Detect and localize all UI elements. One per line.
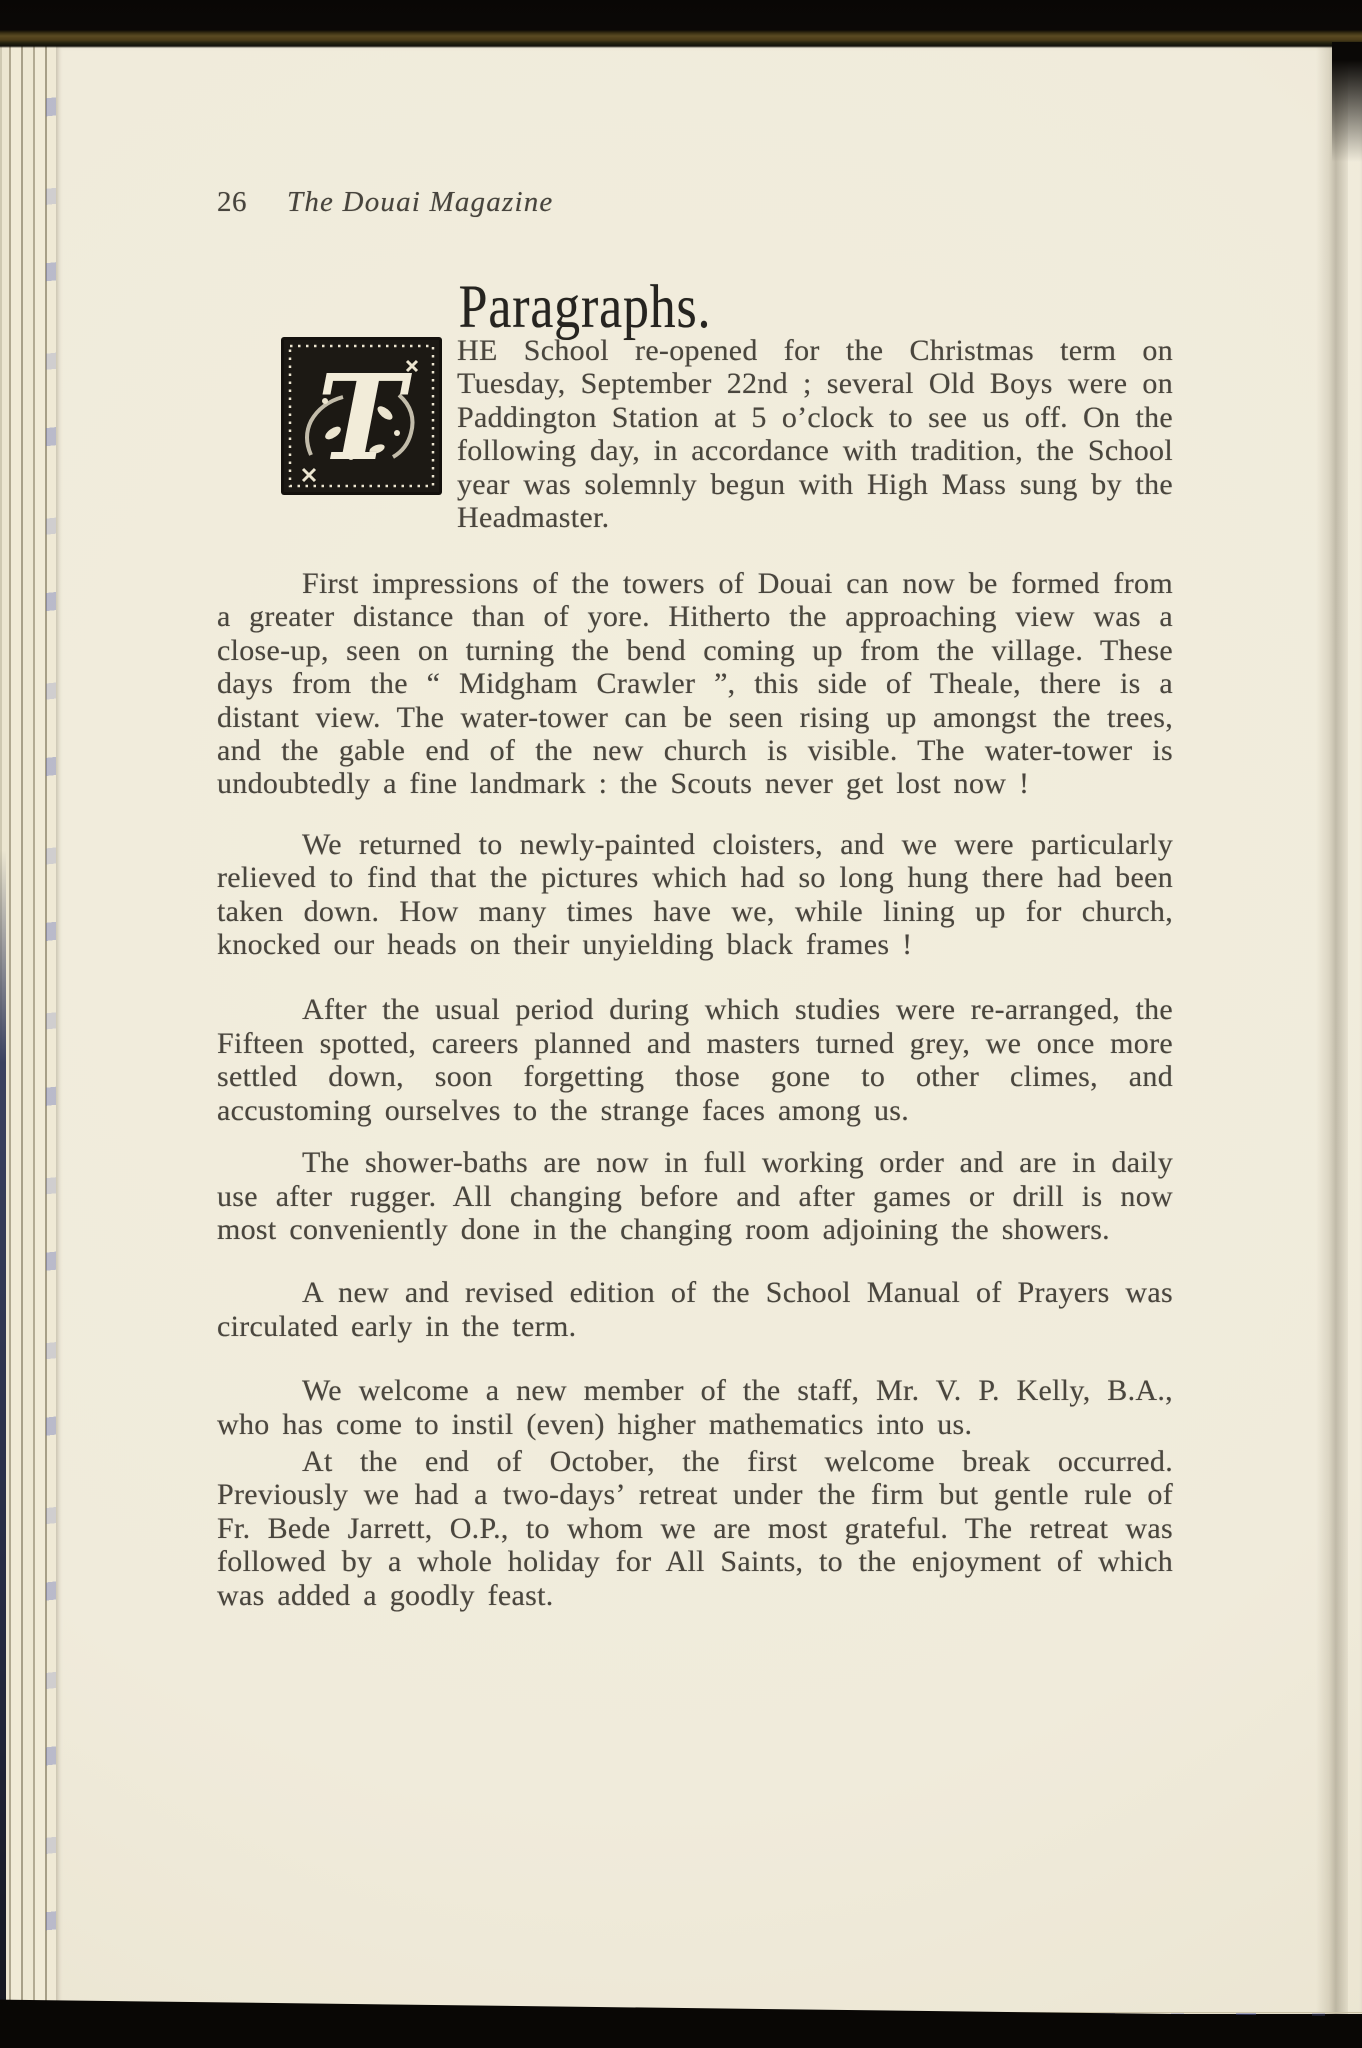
drop-cap-letter: T xyxy=(316,348,406,487)
book-page xyxy=(56,44,1362,2014)
paragraph-text: HE School re-opened for the Christmas term on Tuesday, September 22nd ; several Old Boys were on Paddington Station at 5 o’clock to see us off. On the following day, in accordance with tradition, the School year was solemnly begun with High Mass sung by the Headmaster. xyxy=(457,334,1173,535)
left-photo-edge xyxy=(0,850,6,2032)
magazine-title: The Douai Magazine xyxy=(287,186,554,218)
section-title: Paragraphs. xyxy=(458,274,712,341)
paragraph: A new and revised edition of the School Manual of Prayers was circulated early in the term. xyxy=(217,1276,1173,1343)
article-body xyxy=(217,334,1173,1612)
paragraph xyxy=(316,334,1173,536)
running-head xyxy=(217,186,1173,219)
page-crease-right xyxy=(1316,44,1348,2014)
paragraph: After the usual period during which studies were re-arranged, the Fifteen spotted, careers planned and masters turned grey, we once more settled down, soon forgetting those gone to other climes, and accustoming ourselves to the strange faces among us. xyxy=(217,993,1173,1127)
paragraph: First impressions of the towers of Douai can now be formed from a greater distance than of yore. Hitherto the approaching view was a close-up, seen on turning the bend coming up from the village. These days from the “ Midgham Crawler ”, this side of Theale, there is a distant view. The water-tower can be seen rising up amongst the trees, and the gable end of the new church is visible. The water-tower is undoubtedly a fine landmark : the Scouts never get lost now ! xyxy=(217,567,1173,801)
cover-top-edge xyxy=(0,0,1362,48)
corner-shadow-top-right xyxy=(1332,42,1362,162)
paragraph: We returned to newly-painted cloisters, and we were particularly relieved to find that the pictures which had so long hung there had been taken down. How many times have we, while lining up for church, knocked our heads on their unyielding black frames ! xyxy=(217,827,1173,962)
paragraph: At the end of October, the first welcome break occurred. Previously we had a two-days’ retreat under the firm but gentle rule of Fr. Bede Jarrett, O.P., to whom we are most grateful. The retreat was followed by a whole holiday for All Saints, to the enjoyment of which was added a goodly feast. xyxy=(217,1444,1173,1612)
drop-cap-woodcut xyxy=(281,337,442,495)
paragraph: We welcome a new member of the staff, Mr. V. P. Kelly, B.A., who has come to instil (even) higher mathematics into us. xyxy=(217,1374,1173,1441)
page-number: 26 xyxy=(217,186,247,218)
paragraph: The shower-baths are now in full working order and are in daily use after rugger. All changing before and after games or drill is now most conveniently done in the changing room adjoining the showers. xyxy=(217,1146,1173,1246)
